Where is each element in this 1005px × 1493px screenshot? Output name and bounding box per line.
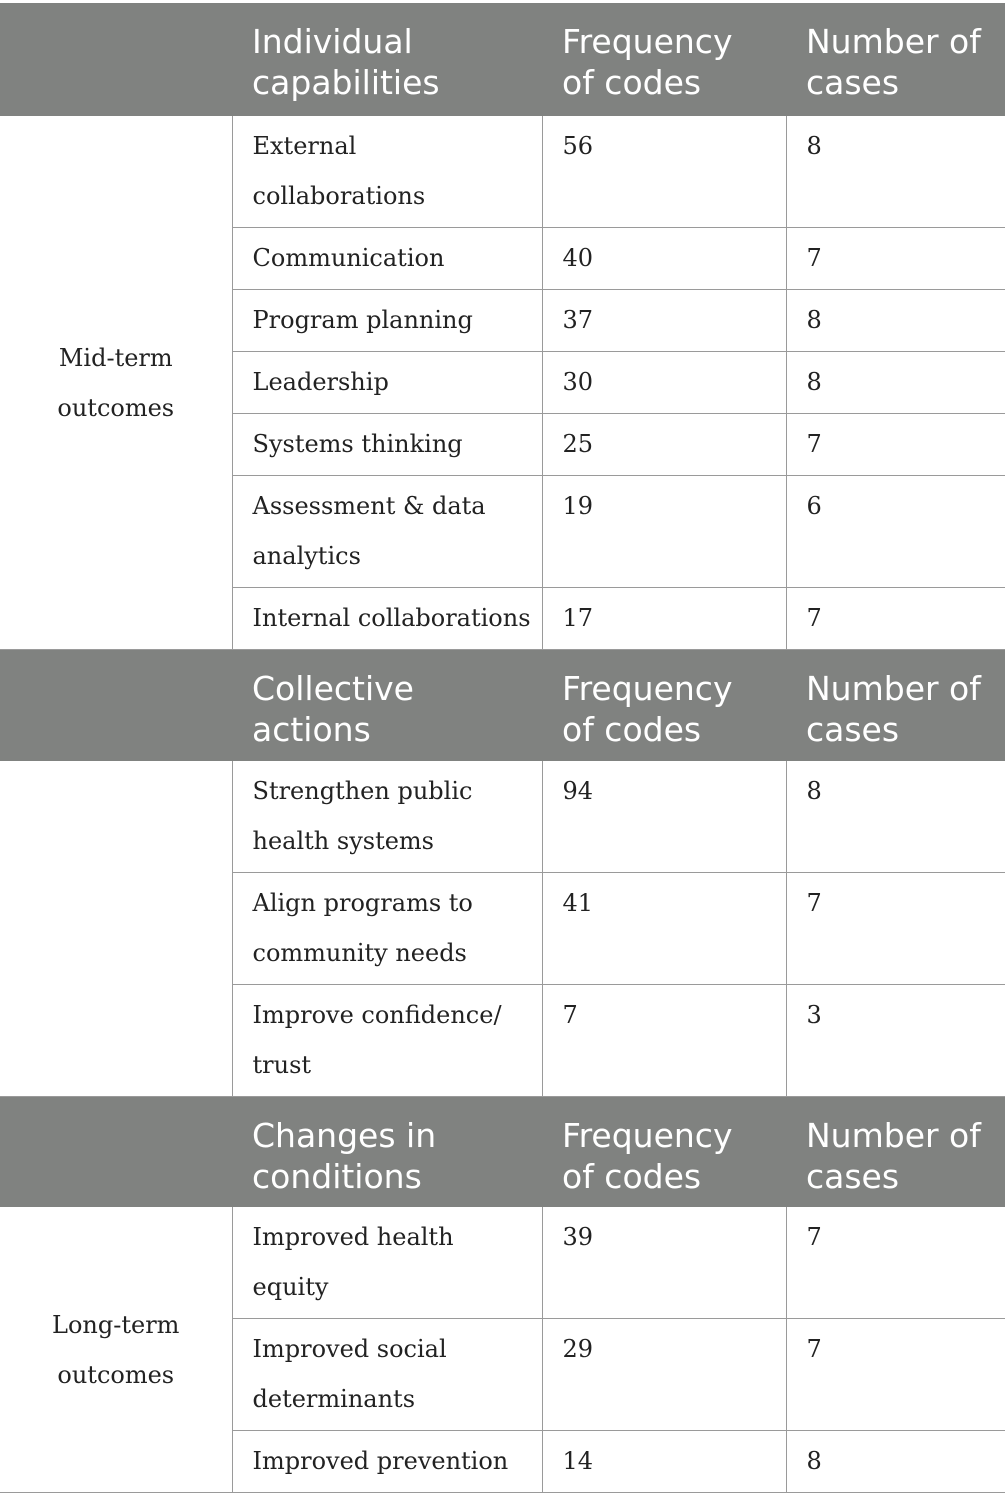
row-label: Improved social determinants <box>232 1319 542 1431</box>
header-blank <box>0 1096 232 1207</box>
header-category: Collective actions <box>232 650 542 761</box>
section-header-collective-actions <box>0 650 1005 761</box>
row-cases: 7 <box>786 1319 1005 1431</box>
row-frequency: 56 <box>542 116 786 228</box>
group-label-long-term: Long-term outcomes <box>0 1207 232 1493</box>
header-frequency: Frequency of codes <box>542 650 786 761</box>
row-label: Improved prevention <box>232 1431 542 1493</box>
group-label-collective <box>0 761 232 1097</box>
row-frequency: 39 <box>542 1207 786 1319</box>
row-cases: 8 <box>786 290 1005 352</box>
row-frequency: 19 <box>542 476 786 588</box>
row-label: Improved health equity <box>232 1207 542 1319</box>
section-body-changes-in-conditions <box>0 1207 1005 1493</box>
row-frequency: 94 <box>542 761 786 873</box>
row-label: Improve confidence/ trust <box>232 984 542 1096</box>
header-category: Individual capabilities <box>232 3 542 116</box>
header-category: Changes in conditions <box>232 1096 542 1207</box>
header-blank <box>0 650 232 761</box>
section-header-individual-capabilities <box>0 3 1005 116</box>
row-cases: 7 <box>786 414 1005 476</box>
header-blank <box>0 3 232 116</box>
row-label: Leadership <box>232 352 542 414</box>
row-frequency: 25 <box>542 414 786 476</box>
table-row <box>0 116 1005 228</box>
row-cases: 6 <box>786 476 1005 588</box>
section-body-collective-actions <box>0 761 1005 1097</box>
row-cases: 7 <box>786 228 1005 290</box>
row-cases: 7 <box>786 872 1005 984</box>
row-frequency: 37 <box>542 290 786 352</box>
row-label: Internal collaborations <box>232 588 542 650</box>
row-frequency: 17 <box>542 588 786 650</box>
row-frequency: 14 <box>542 1431 786 1493</box>
row-label: Program planning <box>232 290 542 352</box>
row-label: Strengthen public health systems <box>232 761 542 873</box>
row-cases: 7 <box>786 588 1005 650</box>
row-label: External collaborations <box>232 116 542 228</box>
table-row <box>0 761 1005 873</box>
row-frequency: 30 <box>542 352 786 414</box>
header-cases: Number of cases <box>786 1096 1005 1207</box>
group-label-mid-term: Mid-term outcomes <box>0 116 232 650</box>
table-row <box>0 1207 1005 1319</box>
row-cases: 8 <box>786 761 1005 873</box>
header-frequency: Frequency of codes <box>542 3 786 116</box>
row-cases: 8 <box>786 1431 1005 1493</box>
row-frequency: 29 <box>542 1319 786 1431</box>
outcomes-table <box>0 3 1005 1493</box>
row-frequency: 7 <box>542 984 786 1096</box>
row-label: Communication <box>232 228 542 290</box>
section-body-individual-capabilities <box>0 116 1005 650</box>
row-cases: 3 <box>786 984 1005 1096</box>
section-header-changes-in-conditions <box>0 1096 1005 1207</box>
header-frequency: Frequency of codes <box>542 1096 786 1207</box>
row-frequency: 40 <box>542 228 786 290</box>
row-label: Align programs to community needs <box>232 872 542 984</box>
row-cases: 8 <box>786 352 1005 414</box>
header-cases: Number of cases <box>786 3 1005 116</box>
row-frequency: 41 <box>542 872 786 984</box>
row-label: Systems thinking <box>232 414 542 476</box>
header-cases: Number of cases <box>786 650 1005 761</box>
row-cases: 7 <box>786 1207 1005 1319</box>
row-label: Assessment & data analytics <box>232 476 542 588</box>
row-cases: 8 <box>786 116 1005 228</box>
